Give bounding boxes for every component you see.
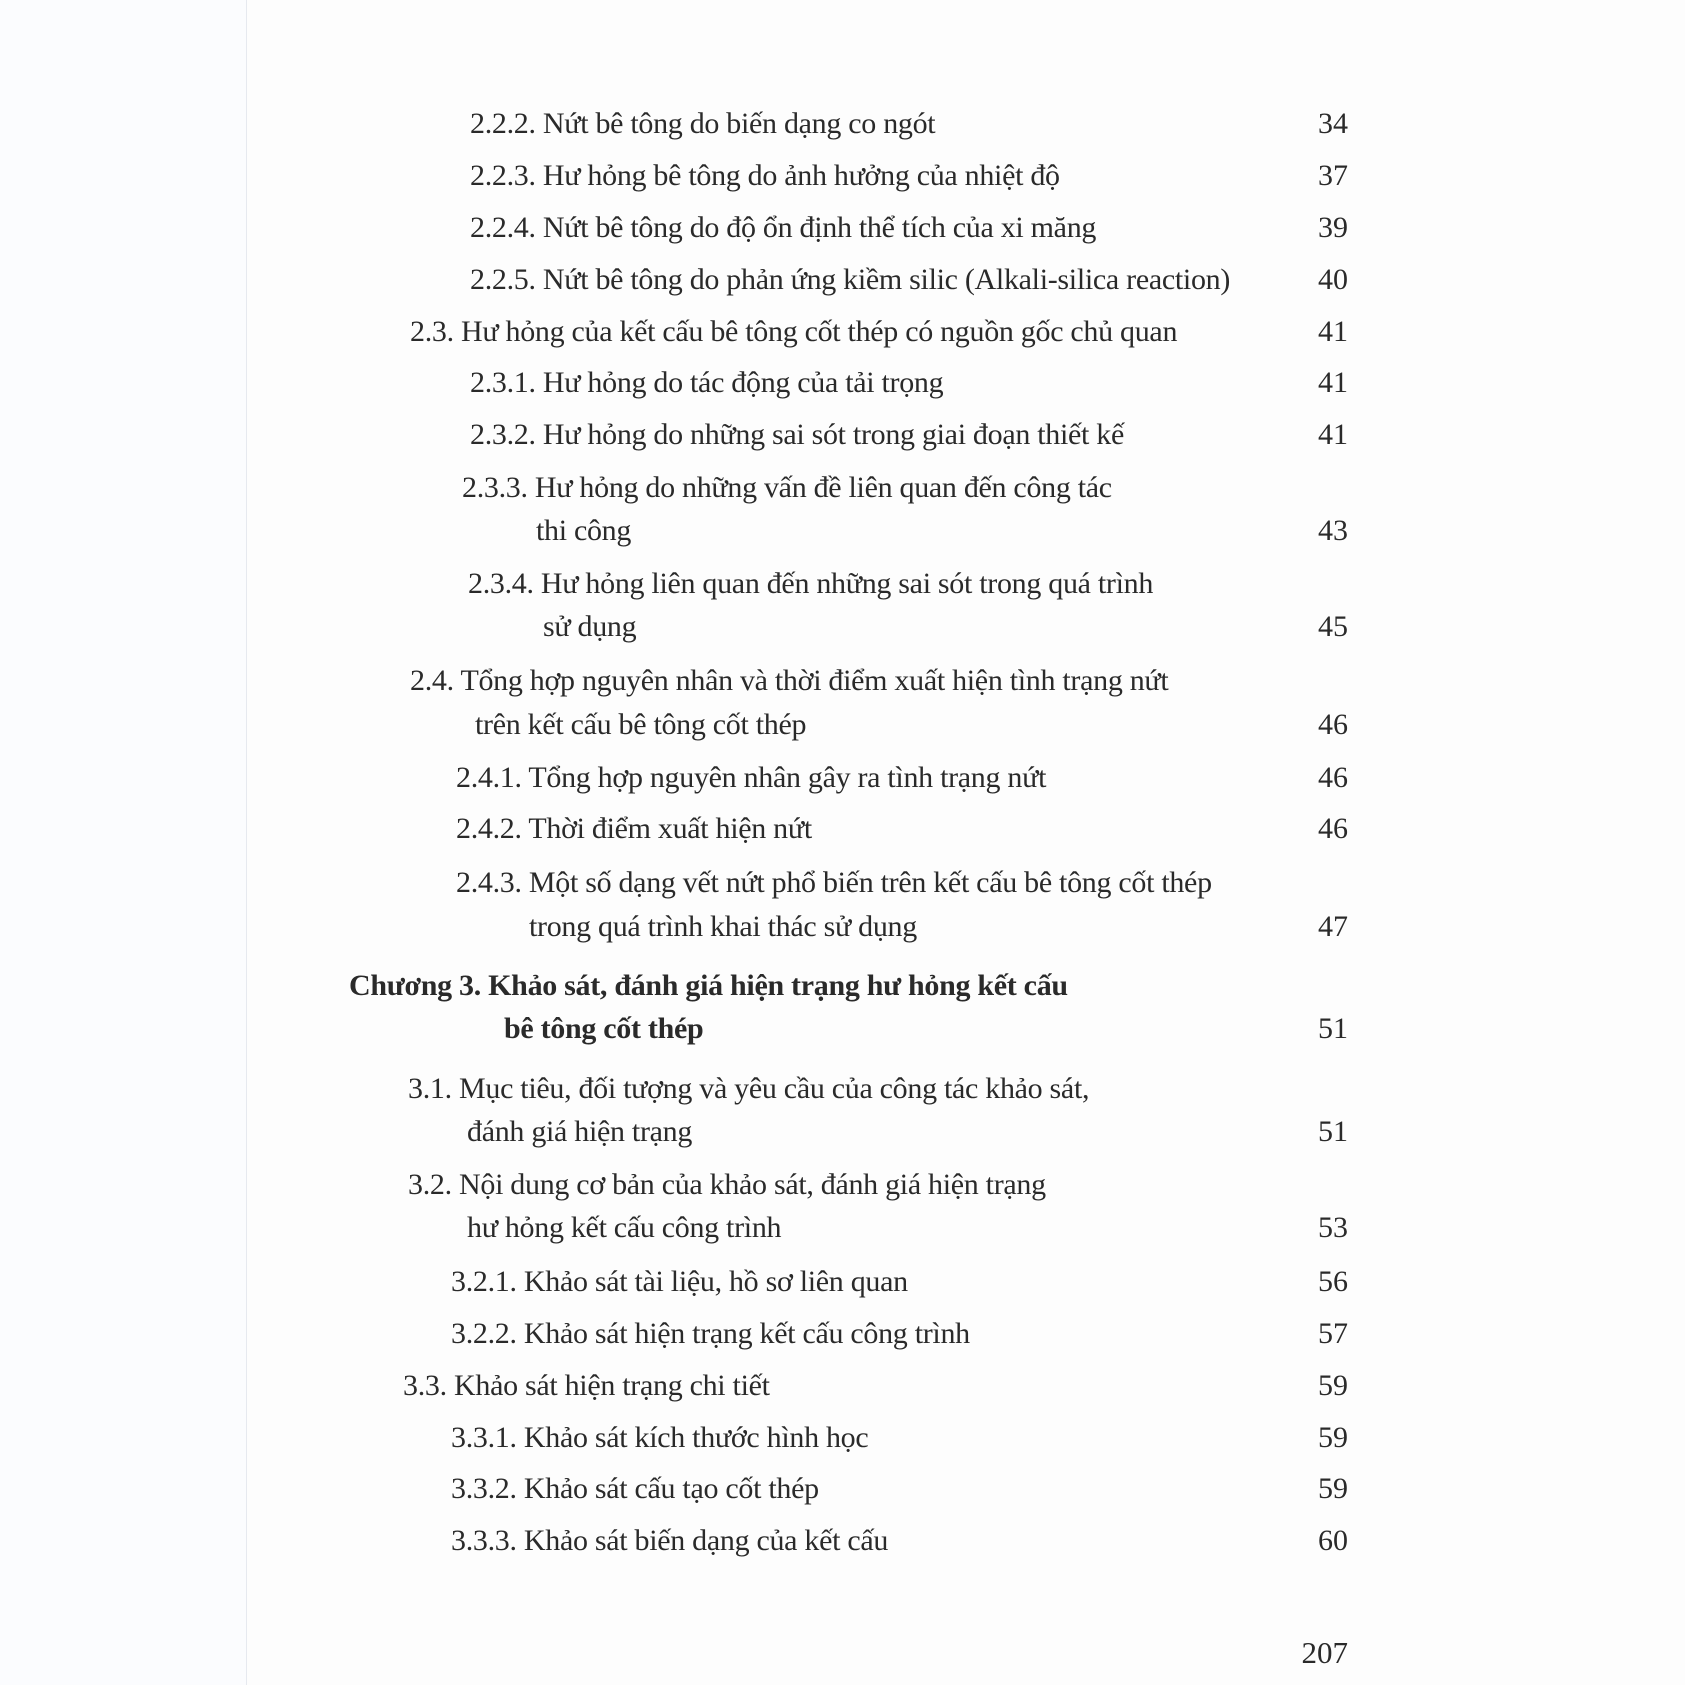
toc-entry-page: 46 (1318, 761, 1348, 794)
page-margin (0, 0, 247, 1685)
toc-entry-page: 51 (1318, 1115, 1348, 1148)
toc-entry-page: 41 (1318, 366, 1348, 399)
toc-entry-page: 40 (1318, 263, 1348, 296)
toc-entry-title: 2.3.3. Hư hỏng do những vấn đề liên quan đến công tác (462, 471, 1112, 504)
toc-entry-title: 3.3.1. Khảo sát kích thước hình học (451, 1421, 869, 1454)
toc-entry-title: 3.3.3. Khảo sát biến dạng của kết cấu (451, 1524, 889, 1557)
toc-entry-page: 51 (1318, 1012, 1348, 1045)
toc-entry-page: 46 (1318, 708, 1348, 741)
toc-entry-page: 59 (1318, 1472, 1348, 1505)
toc-entry-title: 2.3. Hư hỏng của kết cấu bê tông cốt thép có nguồn gốc chủ quan (410, 315, 1178, 348)
toc-entry-title: trong quá trình khai thác sử dụng (529, 910, 917, 943)
toc-entry-page: 53 (1318, 1211, 1348, 1244)
toc-entry-page: 45 (1318, 610, 1348, 643)
toc-entry-title: 2.3.1. Hư hỏng do tác động của tải trọng (470, 366, 944, 399)
toc-entry-page: 59 (1318, 1421, 1348, 1454)
toc-entry-title: trên kết cấu bê tông cốt thép (475, 708, 807, 741)
toc-entry-title: 2.4.3. Một số dạng vết nứt phổ biến trên kết cấu bê tông cốt thép (456, 866, 1212, 899)
toc-entry-title: sử dụng (543, 610, 637, 643)
toc-entry-title: 3.3. Khảo sát hiện trạng chi tiết (403, 1369, 770, 1402)
toc-entry-page: 39 (1318, 211, 1348, 244)
toc-entry-page: 56 (1318, 1265, 1348, 1298)
toc-entry-title: bê tông cốt thép (504, 1012, 704, 1045)
toc-entry-title: 2.2.4. Nứt bê tông do độ ổn định thể tích của xi măng (470, 211, 1097, 244)
toc-entry-title: 3.2. Nội dung cơ bản của khảo sát, đánh giá hiện trạng (408, 1168, 1046, 1201)
toc-entry-title: Chương 3. Khảo sát, đánh giá hiện trạng hư hỏng kết cấu (349, 969, 1068, 1002)
toc-entry-page: 43 (1318, 514, 1348, 547)
toc-entry-title: thi công (536, 514, 632, 547)
toc-entry-page: 60 (1318, 1524, 1348, 1557)
toc-entry-page: 46 (1318, 812, 1348, 845)
toc-entry-page: 41 (1318, 418, 1348, 451)
toc-entry-title: 2.2.2. Nứt bê tông do biến dạng co ngót (470, 107, 936, 140)
toc-entry-page: 37 (1318, 159, 1348, 192)
toc-entry-page: 47 (1318, 910, 1348, 943)
toc-entry-page: 57 (1318, 1317, 1348, 1350)
toc-entry-title: đánh giá hiện trạng (467, 1115, 693, 1148)
toc-entry-title: 2.4.1. Tổng hợp nguyên nhân gây ra tình trạng nứt (456, 761, 1047, 794)
toc-entry-title: 2.3.2. Hư hỏng do những sai sót trong giai đoạn thiết kế (470, 418, 1124, 451)
toc-entry-title: 2.4.2. Thời điểm xuất hiện nứt (456, 812, 812, 845)
toc-entry-title: hư hỏng kết cấu công trình (467, 1211, 782, 1244)
toc-entry-title: 3.2.1. Khảo sát tài liệu, hồ sơ liên quan (451, 1265, 908, 1298)
toc-entry-title: 2.3.4. Hư hỏng liên quan đến những sai sót trong quá trình (468, 567, 1154, 600)
toc-entry-title: 3.1. Mục tiêu, đối tượng và yêu cầu của công tác khảo sát, (408, 1072, 1090, 1105)
toc-entry-title: 3.3.2. Khảo sát cấu tạo cốt thép (451, 1472, 819, 1505)
toc-entry-page: 59 (1318, 1369, 1348, 1402)
toc-entry-title: 2.4. Tổng hợp nguyên nhân và thời điểm xuất hiện tình trạng nứt (410, 664, 1169, 697)
toc-entry-title: 2.2.3. Hư hỏng bê tông do ảnh hưởng của nhiệt độ (470, 159, 1060, 192)
toc-entry-title: 2.2.5. Nứt bê tông do phản ứng kiềm silic (Alkali-silica reaction) (470, 263, 1231, 296)
toc-entry-page: 34 (1318, 107, 1348, 140)
toc-entry-page: 41 (1318, 315, 1348, 348)
page-number: 207 (1301, 1635, 1348, 1670)
toc-entry-title: 3.2.2. Khảo sát hiện trạng kết cấu công trình (451, 1317, 970, 1350)
